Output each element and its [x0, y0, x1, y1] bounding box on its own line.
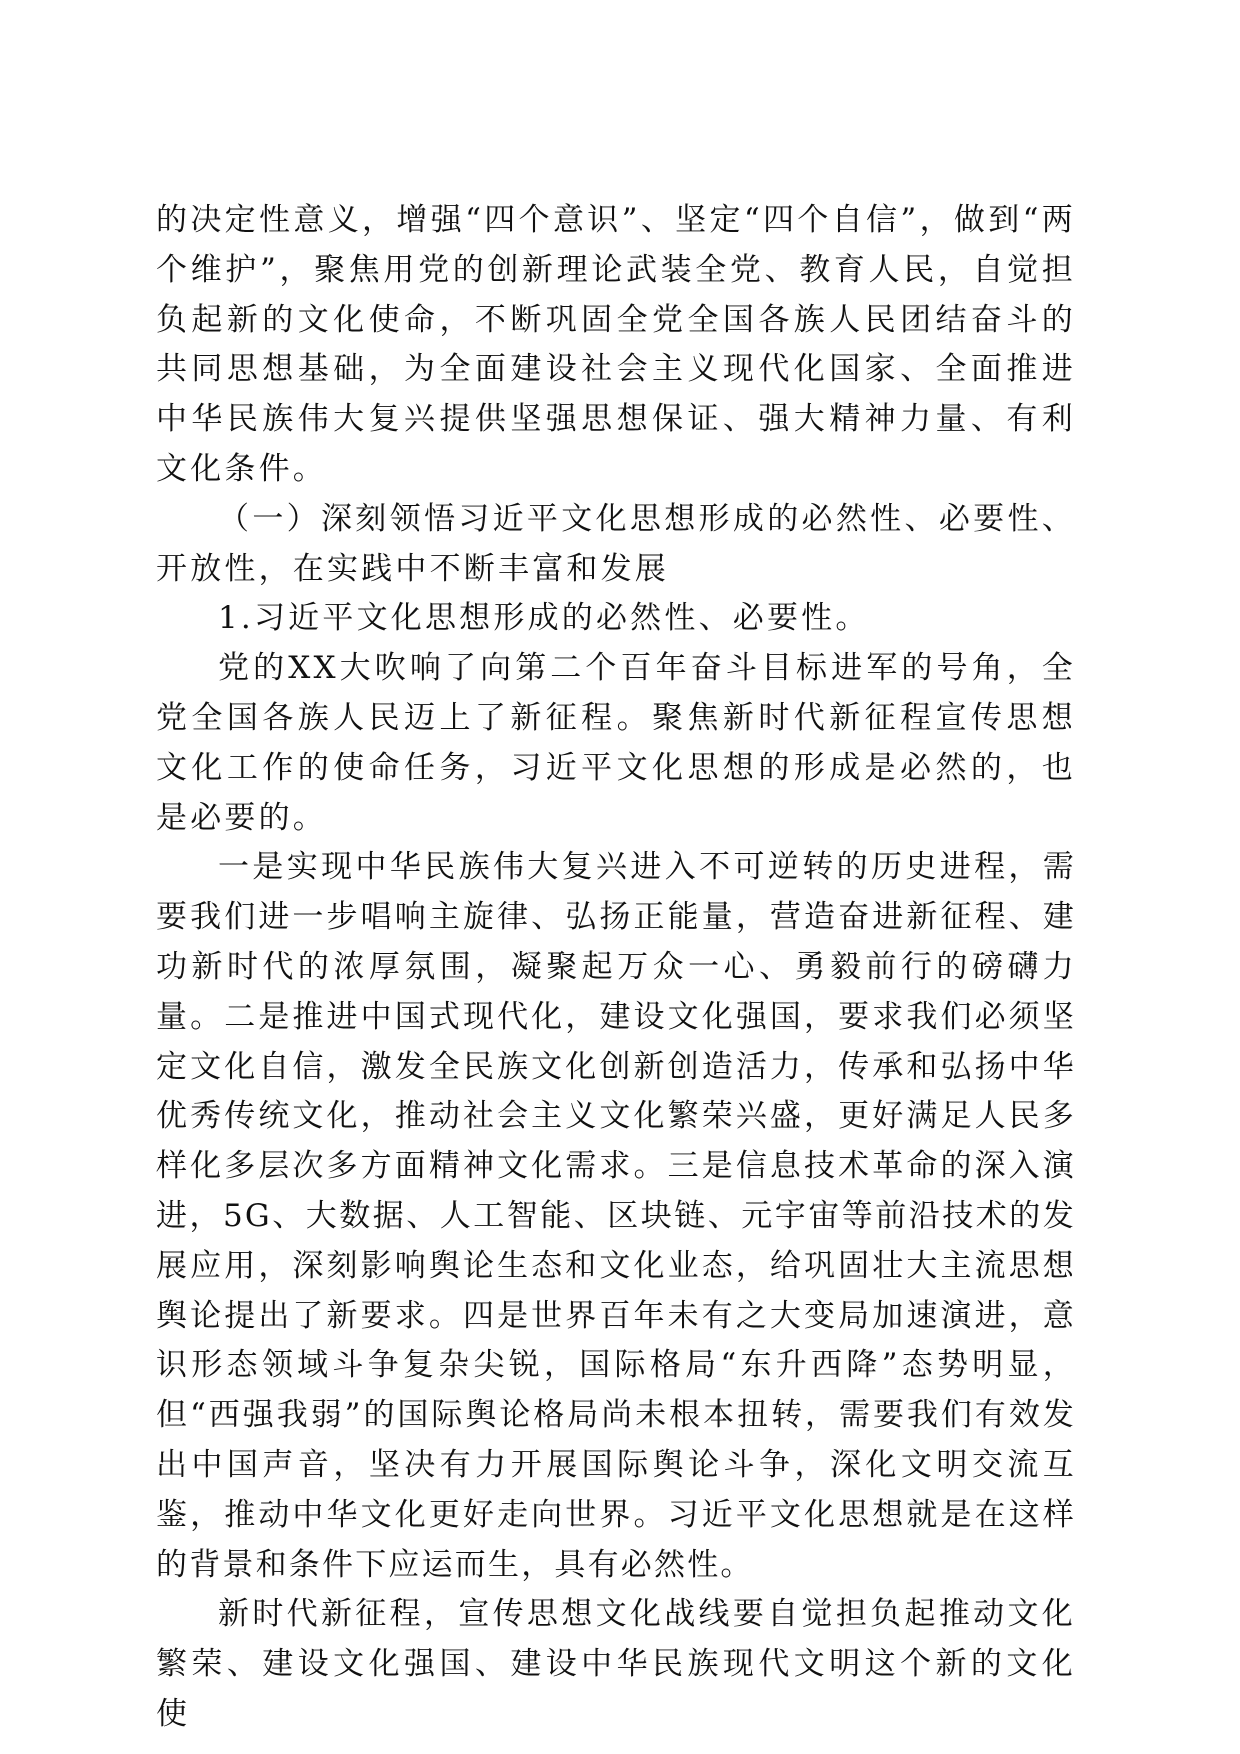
paragraph-continuation: 的决定性意义，增强“四个意识”、坚定“四个自信”，做到“两个维护”，聚焦用党的创新理论武装全党、教育人民，自觉担负起新的文化使命，不断巩固全党全国各族人民团结奋斗的共同思想基础，为全面建设社会主义现代化国家、全面推进中华民族伟大复兴提供坚强思想保证、强大精神力量、有利文化条件。: [156, 202, 1076, 487]
paragraph-intro: 党的XX大吹响了向第二个百年奋斗目标进军的号角，全党全国各族人民迈上了新征程。聚焦新时代新征程宣传思想文化工作的使命任务，习近平文化思想的形成是必然的，也是必要的。: [156, 650, 1076, 836]
paragraph-reasons: 一是实现中华民族伟大复兴进入不可逆转的历史进程，需要我们进一步唱响主旋律、弘扬正能量，营造奋进新征程、建功新时代的浓厚氛围，凝聚起万众一心、勇毅前行的磅礴力量。二是推进中国式现代化，建设文化强国，要求我们必须坚定文化自信，激发全民族文化创新创造活力，传承和弘扬中华优秀传统文化，推动社会主义文化繁荣兴盛，更好满足人民多样化多层次多方面精神文化需求。三是信息技术革命的深入演进，5G、大数据、人工智能、区块链、元宇宙等前沿技术的发展应用，深刻影响舆论生态和文化业态，给巩固壮大主流思想舆论提出了新要求。四是世界百年未有之大变局加速演进，意识形态领域斗争复杂尖锐，国际格局“东升西降”态势明显，但“西强我弱”的国际舆论格局尚未根本扭转，需要我们有效发出中国声音，坚决有力开展国际舆论斗争，深化文明交流互鉴，推动中华文化更好走向世界。习近平文化思想就是在这样的背景和条件下应运而生，具有必然性。: [156, 849, 1076, 1583]
document-body: [156, 196, 1076, 1740]
subsection-heading: 1.习近平文化思想形成的必然性、必要性。: [218, 600, 870, 637]
paragraph-new-era: 新时代新征程，宣传思想文化战线要自觉担负起推动文化繁荣、建设文化强国、建设中华民族现代文明这个新的文化使: [156, 1596, 1076, 1732]
section-heading: （一）深刻领悟习近平文化思想形成的必然性、必要性、开放性，在实践中不断丰富和发展: [156, 500, 1076, 587]
